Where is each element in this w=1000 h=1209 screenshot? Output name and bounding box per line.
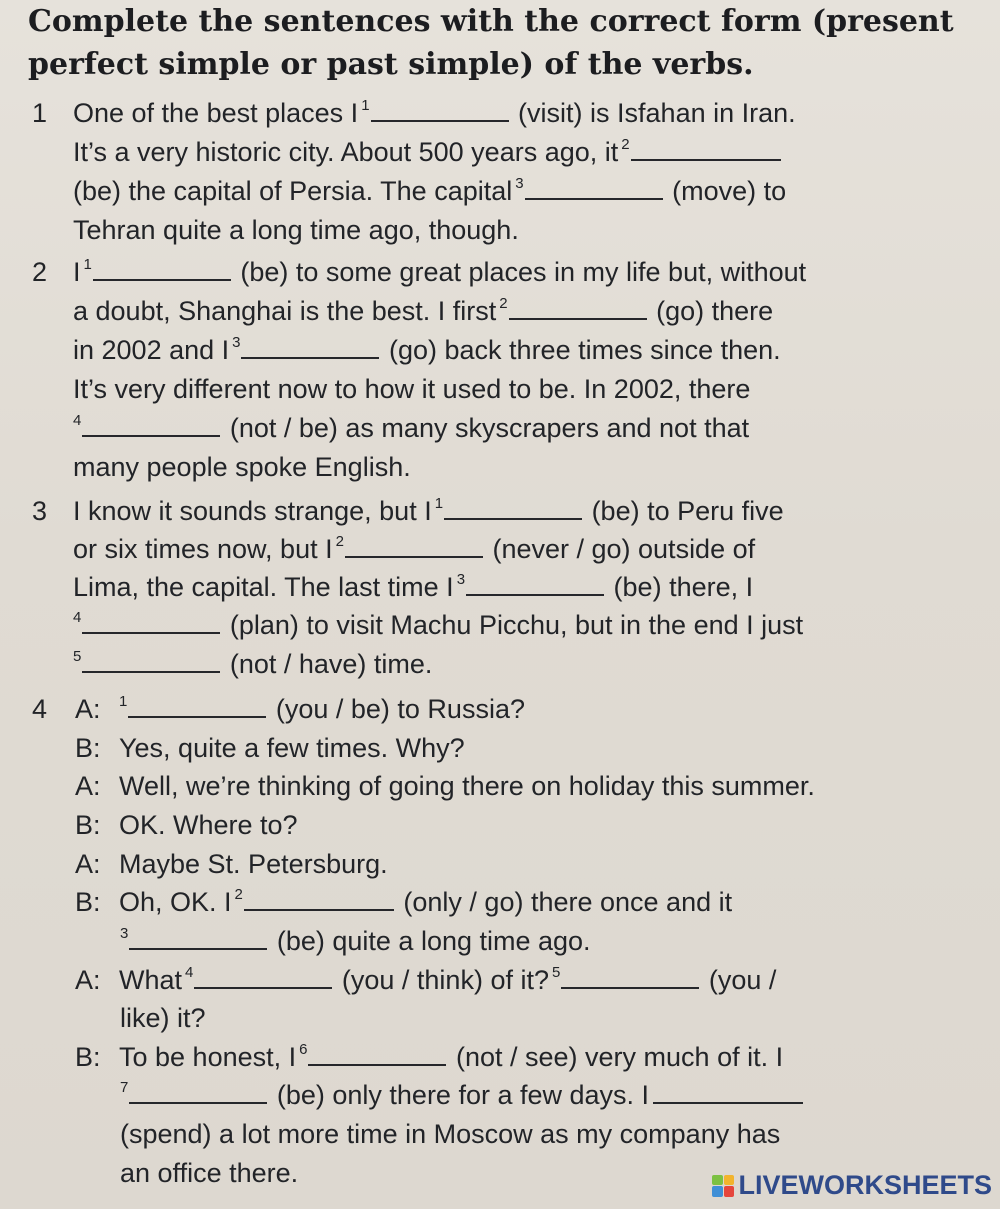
blank-number: 1 [361,97,370,114]
text: (visit) is Isfahan in Iran. [518,98,796,128]
exercise-line [73,448,411,487]
exercise-line [73,331,781,370]
answer-blank[interactable] [509,296,647,320]
blank-number: 1 [83,256,92,273]
exercise-line [73,568,753,607]
blank-number: 2 [499,295,508,312]
blank-number: 1 [119,693,128,710]
text: (never / go) outside of [492,534,756,564]
exercise-line [73,292,773,331]
liveworksheets-logo-icon [712,1175,734,1197]
text: It’s a very historic city. About 500 years ago, it [73,137,619,167]
answer-blank[interactable] [128,694,266,718]
blank-number: 4 [73,609,82,626]
text: Oh, OK. I [119,887,232,917]
text: (only / go) there once and it [403,887,733,917]
blank-number: 5 [73,648,82,665]
exercise-line [73,370,750,409]
title-line-2: perfect simple or past simple) of the verbs. [28,47,754,82]
dialogue-line [75,883,732,922]
answer-blank[interactable] [82,649,220,673]
answer-blank[interactable] [194,965,332,989]
answer-blank[interactable] [525,176,663,200]
watermark-text: LIVEWORKSHEETS [738,1170,992,1200]
exercise-number: 3 [32,496,48,526]
text: in 2002 and I [73,335,230,365]
text: OK. Where to? [119,810,298,840]
text: (be) quite a long time ago. [276,926,591,956]
text: like) it? [120,1003,206,1033]
text: I [73,257,81,287]
answer-blank[interactable] [345,534,483,558]
answer-blank[interactable] [93,257,231,281]
text: (you / think) of it? [341,965,549,995]
blank-number: 4 [185,964,194,981]
dialogue-line [75,961,776,1000]
text: Yes, quite a few times. Why? [119,733,465,763]
exercise-line [73,492,784,531]
dialogue-line [75,690,525,729]
dialogue-line [120,1154,298,1193]
blank-number: 5 [551,964,561,981]
exercise-line [73,530,755,569]
text: What [119,965,183,995]
answer-blank[interactable] [653,1080,803,1104]
dialogue-line [120,999,206,1038]
blank-number: 3 [120,925,129,942]
blank-number: 3 [232,334,241,351]
text: many people spoke English. [73,452,411,482]
speaker-label: A: [75,771,101,801]
text: (move) to [672,176,787,206]
text: To be honest, I [119,1042,297,1072]
blank-number: 6 [299,1041,308,1058]
exercise-line [73,133,783,172]
text: a doubt, Shanghai is the best. I first [73,296,497,326]
dialogue-line [120,1115,780,1154]
dialogue-line [75,845,388,884]
text: Maybe St. Petersburg. [119,849,388,879]
text: or six times now, but I [73,534,333,564]
exercise-line [73,172,786,211]
speaker-label: B: [75,887,101,917]
speaker-label: B: [75,810,101,840]
text: (you / be) to Russia? [275,694,525,724]
exercise-line [73,211,519,250]
speaker-label: A: [75,965,101,995]
text: (be) to some great places in my life but, without [240,257,807,287]
exercise-number: 1 [32,98,48,128]
text: an office there. [120,1158,299,1188]
blank-number: 4 [73,412,82,429]
blank-number: 2 [621,136,630,153]
answer-blank[interactable] [371,98,509,122]
blank-number: 1 [434,495,444,512]
blank-number: 3 [456,571,466,588]
title-line-1: Complete the sentences with the correct form (present [28,4,954,39]
instructions-title [28,0,968,86]
text: (go) back three times since then. [389,335,781,365]
text: One of the best places I [73,98,359,128]
text: (be) there, I [613,572,754,602]
exercise-number: 4 [32,694,48,724]
text: (plan) to visit Machu Picchu, but in the end I just [229,610,804,640]
answer-blank[interactable] [82,413,220,437]
text: (be) to Peru five [591,496,784,526]
text: (not / have) time. [229,649,433,679]
exercise-line [73,253,806,292]
answer-blank[interactable] [129,1080,267,1104]
text: (spend) a lot more time in Moscow as my company has [120,1119,781,1149]
exercise-line [73,94,796,133]
dialogue-line [75,806,298,845]
answer-blank[interactable] [308,1042,446,1066]
dialogue-line [120,922,591,961]
exercise-number: 2 [32,257,48,287]
blank-number: 7 [120,1079,129,1096]
text: (be) only there for a few days. I [276,1080,650,1110]
answer-blank[interactable] [561,965,699,989]
text: It’s very different now to how it used to be. In 2002, there [73,374,751,404]
text: (go) there [656,296,774,326]
answer-blank[interactable] [466,572,604,596]
text: (not / see) very much of it. I [455,1042,784,1072]
dialogue-line [120,1076,805,1115]
speaker-label: B: [75,1042,101,1072]
text: (be) the capital of Persia. The capital [73,176,513,206]
exercise-line [73,606,803,645]
dialogue-line [75,729,465,768]
answer-blank[interactable] [241,335,379,359]
speaker-label: A: [75,849,101,879]
text: (not / be) as many skyscrapers and not that [229,413,750,443]
answer-blank[interactable] [444,496,582,520]
text: Tehran quite a long time ago, though. [73,215,519,245]
liveworksheets-logo [712,1170,992,1201]
dialogue-line [75,1038,783,1077]
speaker-label: A: [75,694,101,724]
exercise-line [73,645,432,684]
blank-number: 2 [335,533,344,550]
dialogue-line [75,767,815,806]
answer-blank[interactable] [129,926,267,950]
exercise-line [73,409,749,448]
text: (you / [708,965,777,995]
answer-blank[interactable] [244,887,394,911]
answer-blank[interactable] [631,137,781,161]
text: Well, we’re thinking of going there on holiday this summer. [119,771,815,801]
blank-number: 2 [234,886,243,903]
text: Lima, the capital. The last time I [73,572,454,602]
blank-number: 3 [515,175,524,192]
speaker-label: B: [75,733,101,763]
answer-blank[interactable] [82,610,220,634]
text: I know it sounds strange, but I [73,496,432,526]
